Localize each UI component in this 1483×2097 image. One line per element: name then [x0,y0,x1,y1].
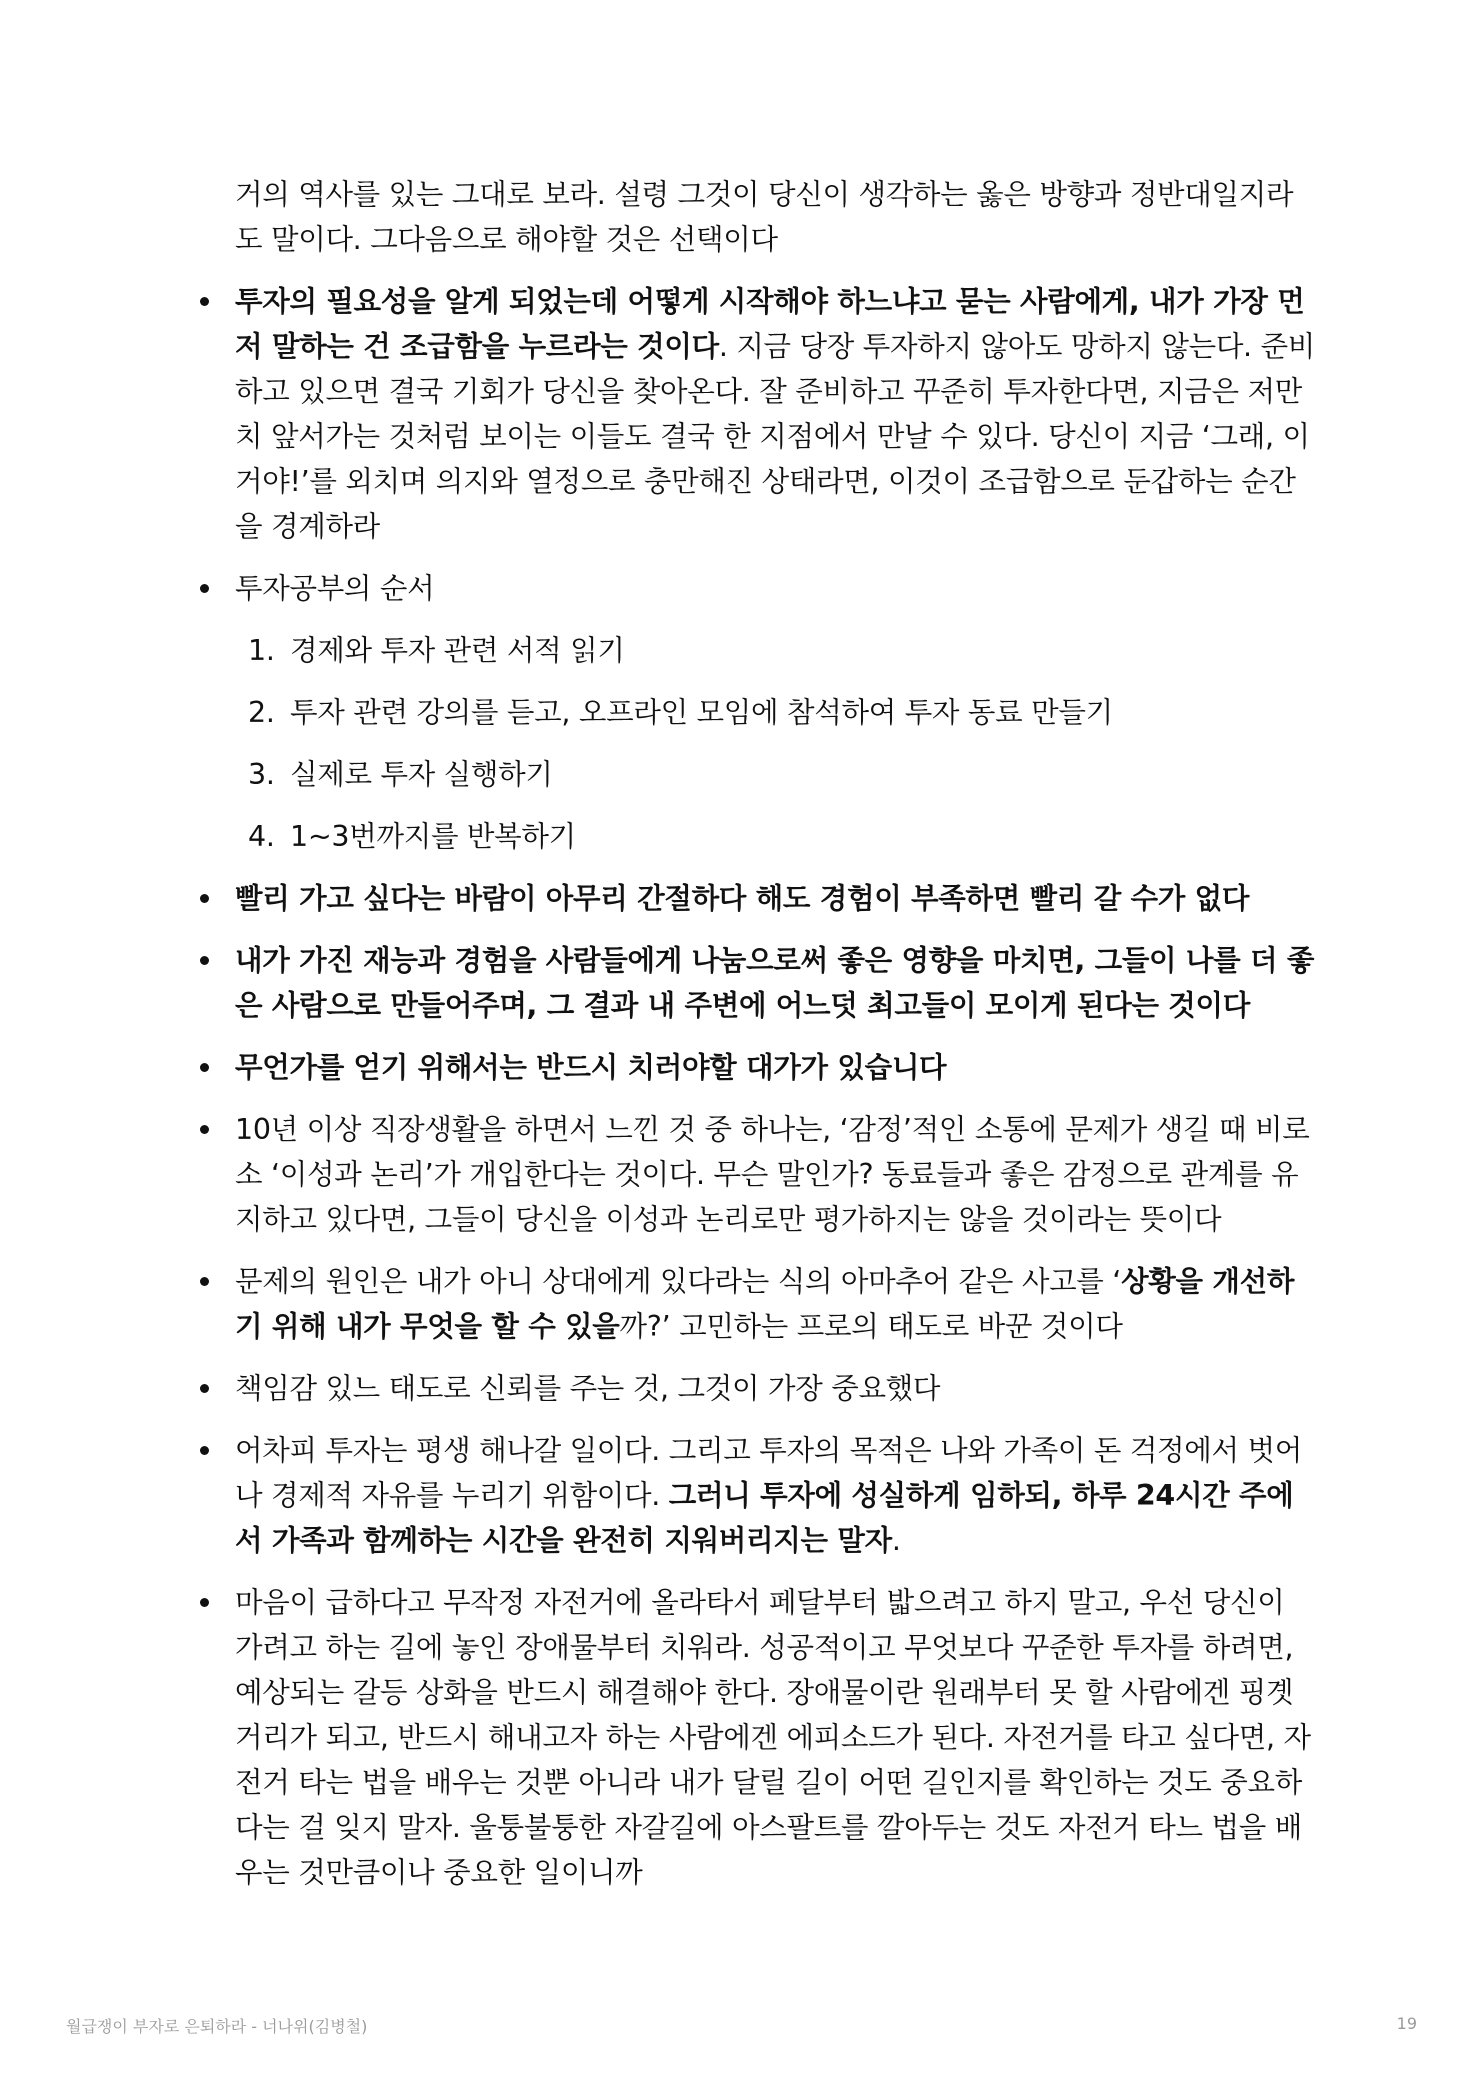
bullet-item-trust [196,1366,1316,1411]
body-text: 10년 이상 직장생활을 하면서 느낀 것 중 하나는, ‘감정’적인 소통에 문제가 생길 때 비로소 ‘이성과 논리’가 개입한다는 것이다. 무슨 말인가? 동료들과 좋은 감정으로 관계를 유지하고 있다면, 그들이 당신을 이성과 논리로만 평가하지는 않을 것이라는 뜻이다 [235,1113,1310,1236]
item-number: 2. [248,696,275,729]
bold-text: 내가 가진 재능과 경험을 사람들에게 나눔으로써 좋은 영향을 마치면, 그들이 나를 더 좋은 사람으로 만들어주며, 그 결과 내 주변에 어느덧 최고들이 모이게 된다는 것이다 [235,944,1315,1022]
body-text: 책임감 있느 태도로 신뢰를 주는 것, 그것이 가장 중요했다 [235,1372,941,1405]
bold-text: 무언가를 얻기 위해서는 반드시 치러야할 대가가 있습니다 [235,1051,947,1084]
numbered-item [235,690,1316,735]
bullet-item-price [196,1045,1316,1090]
bold-text: 투자의 필요성을 알게 되었는데 어떻게 시작해야 하느냐고 묻는 사람에게, 내가 가장 먼저 말하는 건 조급함을 누르라는 것이다 [235,285,1305,363]
bullet-list [196,279,1316,1895]
body-text: 어차피 투자는 평생 해나갈 일이다. 그리고 투자의 목적은 나와 가족이 돈 걱정에서 벗어나 경제적 자유를 누리기 위함이다. [235,1434,1302,1512]
body-text: . 지금 당장 투자하지 않아도 망하지 않는다. 준비하고 있으면 결국 기회가 당신을 찾아온다. 잘 준비하고 꾸준히 투자한다면, 지금은 저만치 앞서가는 것처럼 보이는 이들도 결국 한 지점에서 만날 수 있다. 당신이 지금 ‘그래, 이거야!’를 외치며 의지와 열정으로 충만해진 상태라면, 이것이 조급함으로 둔갑하는 순간을 경계하라 [235,330,1316,543]
item-text: 실제로 투자 실행하기 [290,758,553,791]
bullet-item-study-order [196,566,1316,859]
paragraph-continuation: 거의 역사를 있는 그대로 보라. 설령 그것이 당신이 생각하는 옳은 방향과 정반대일지라도 말이다. 그다음으로 해야할 것은 선택이다 [235,178,1294,256]
bullet-item-obstacles [196,1580,1316,1895]
bullet-item-patience [196,279,1316,549]
bullet-item-family-time [196,1428,1316,1563]
numbered-list [235,628,1316,859]
numbered-item [235,752,1316,797]
item-text: 투자 관련 강의를 듣고, 오프라인 모임에 참석하여 투자 동료 만들기 [290,696,1113,729]
body-text: 마음이 급하다고 무작정 자전거에 올라타서 페달부터 밟으려고 하지 말고, 우선 당신이 가려고 하는 길에 놓인 장애물부터 치워라. 성공적이고 무엇보다 꾸준한 투자를 하려면, 예상되는 갈등 상화을 반드시 해결해야 한다. 장애물이란 원래부터 못 할 사람에겐 핑곗거리가 되고, 반드시 해내고자 하는 사람에겐 에피소드가 된다. 자전거를 타고 싶다면, 자전거 타는 법을 배우는 것뿐 아니라 내가 달릴 길이 어떤 길인지를 확인하는 것도 중요하다는 걸 잊지 말자. 울퉁불퉁한 자갈길에 아스팔트를 깔아두는 것도 자전거 타느 법을 배우는 것만큼이나 중요한 일이니까 [235,1586,1311,1889]
item-number: 4. [248,820,275,853]
item-text: 1~3번까지를 반복하기 [290,820,576,853]
body-text: 문제의 원인은 내가 아니 상대에게 있다라는 식의 아마추어 같은 사고를 ‘ [235,1265,1122,1298]
numbered-item [235,628,1316,673]
bullet-item-sharing [196,938,1316,1028]
bold-text: 그러니 투자에 성실하게 임하되, 하루 24시간 주에서 가족과 함께하는 시간을 완전히 지워버리지는 말자 [235,1479,1294,1557]
bullet-item-experience [196,876,1316,921]
item-number: 3. [248,758,275,791]
page-body [196,172,1316,1912]
item-number: 1. [248,634,275,667]
bold-text: 상황을 개선하기 위해 내가 무엇을 할 수 있을 [235,1265,1295,1343]
bullet-item-emotion-logic [196,1107,1316,1242]
bullet-item-pro-attitude [196,1259,1316,1349]
footer-book-title: 월급쟁이 부자로 은퇴하라 - 너나위(김병철) [66,2017,368,2036]
body-text: . [891,1524,901,1557]
item-text: 경제와 투자 관련 서적 읽기 [290,634,625,667]
body-text: 투자공부의 순서 [235,572,435,605]
bold-text: 빨리 가고 싶다는 바람이 아무리 간절하다 해도 경험이 부족하면 빨리 갈 수가 없다 [235,882,1250,915]
footer-page-number: 19 [1396,2014,1417,2033]
numbered-item [235,814,1316,859]
body-text: 까?’ 고민하는 프로의 태도로 바꾼 것이다 [619,1310,1123,1343]
